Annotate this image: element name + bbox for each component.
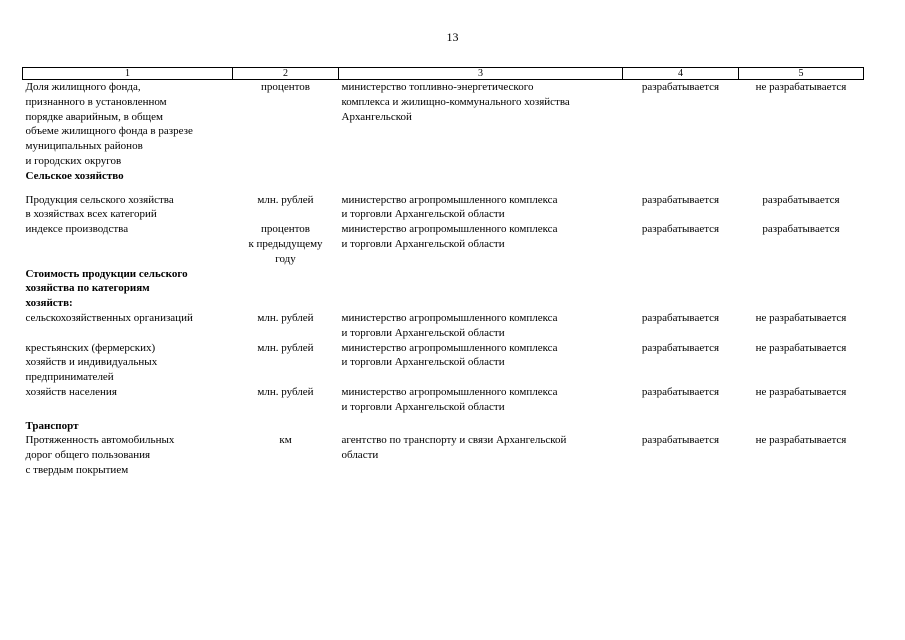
unit-cell: млн. рублей (257, 341, 314, 354)
header-col-1: 1 (23, 68, 233, 80)
status-col5-cell: не разрабатывается (755, 341, 847, 354)
page-number: 13 (446, 30, 459, 44)
table-row (23, 385, 864, 419)
department-cell: министерство агропромышленного комплекса и торговли Архангельской области (341, 385, 558, 413)
status-col5-cell: разрабатывается (762, 223, 840, 236)
department-cell: министерство агропромышленного комплекса и торговли Архангельской области (341, 311, 558, 339)
table-body (23, 80, 864, 478)
status-col4-cell: разрабатывается (641, 193, 720, 206)
indicator-cell: Доля жилищного фонда, признанного в установленном порядке аварийным, в общем объеме жилищного фонда в разрезе муниципальных районов и городских округов (25, 81, 193, 167)
status-col4-cell: разрабатывается (641, 223, 720, 236)
status-col5-cell: не разрабатывается (755, 311, 847, 324)
indicator-cell: крестьянских (фермерских) хозяйств и индивидуальных предпринимателей (25, 341, 158, 384)
section-row (23, 267, 864, 311)
status-col4-cell: разрабатывается (641, 311, 720, 324)
department-cell: министерство топливно-энергетического комплекса и жилищно-коммунального хозяйства Архангельской (341, 81, 570, 123)
header-col-4: 4 (623, 68, 739, 80)
header-col-2: 2 (233, 68, 339, 80)
unit-cell: км (279, 434, 292, 447)
status-col5-cell: разрабатывается (762, 193, 840, 206)
status-col4-cell: разрабатывается (641, 385, 720, 398)
indicator-cell: индексе производства (25, 223, 129, 236)
status-col4-cell: разрабатывается (641, 341, 720, 354)
section-row (23, 169, 864, 193)
table-row (23, 193, 864, 223)
section-title: Сельское хозяйство (25, 169, 124, 182)
department-cell: министерство агропромышленного комплекса и торговли Архангельской области (341, 341, 558, 369)
table-row (23, 341, 864, 385)
status-col5-cell: не разрабатывается (755, 434, 847, 447)
section-title: Стоимость продукции сельского хозяйства по категориям хозяйств: (25, 267, 188, 310)
indicator-cell: Протяженность автомобильных дорог общего пользования с твердым покрытием (25, 434, 175, 476)
status-col4-cell: разрабатывается (641, 81, 720, 93)
department-cell: агентство по транспорту и связи Архангельской области (341, 434, 567, 462)
header-row (23, 68, 864, 80)
table-row (23, 311, 864, 341)
unit-cell: млн. рублей (257, 193, 314, 206)
table-header (23, 68, 864, 80)
department-cell: министерство агропромышленного комплекса и торговли Архангельской области (341, 223, 558, 250)
indicator-cell: сельскохозяйственных организаций (25, 311, 193, 324)
unit-cell: млн. рублей (257, 311, 314, 324)
unit-cell: млн. рублей (257, 385, 314, 398)
table-row (23, 222, 864, 266)
status-col5-cell: не разрабатывается (755, 385, 847, 398)
unit-cell: процентов (261, 81, 310, 93)
indicator-cell: хозяйств населения (25, 385, 117, 398)
indicator-cell: Продукция сельского хозяйства в хозяйствах всех категорий (25, 193, 174, 221)
statistics-table (22, 67, 864, 478)
department-cell: министерство агропромышленного комплекса и торговли Архангельской области (341, 193, 558, 221)
status-col4-cell: разрабатывается (641, 434, 720, 447)
header-col-5: 5 (739, 68, 864, 80)
section-row (23, 419, 864, 434)
header-col-3: 3 (339, 68, 623, 80)
section-title: Транспорт (25, 419, 79, 432)
table-row (23, 433, 864, 477)
unit-cell: процентов к предыдущему году (248, 223, 323, 265)
status-col5-cell: не разрабатывается (755, 81, 847, 93)
table-row (23, 80, 864, 169)
